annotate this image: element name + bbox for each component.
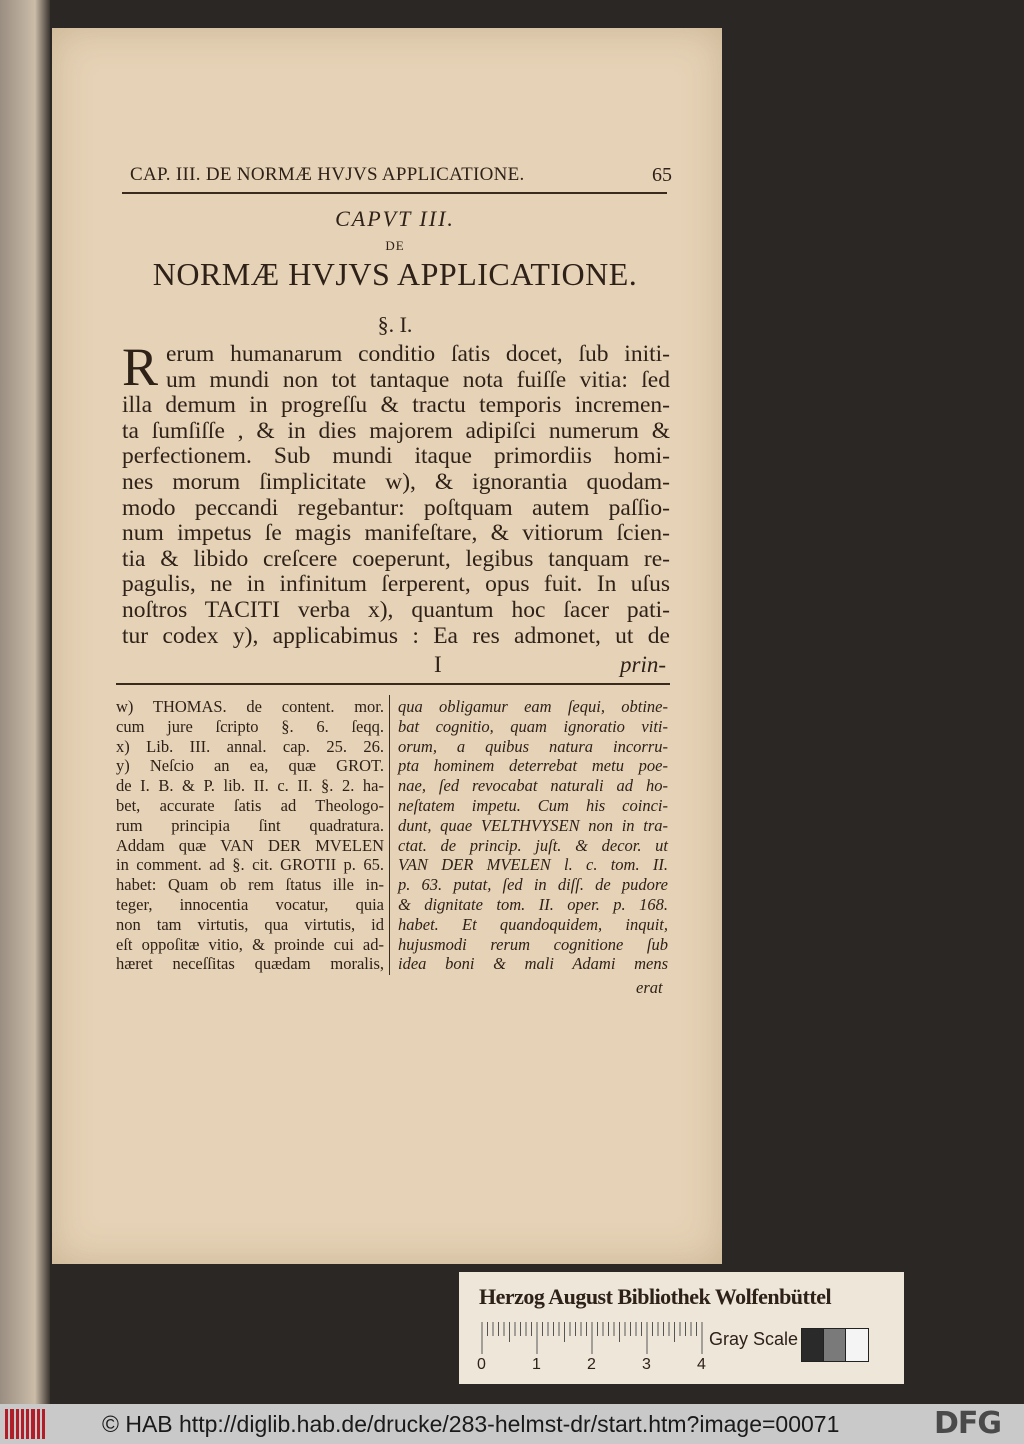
footnote-line: neſtatem impetu. Cum his coinci- [398,795,668,815]
copyright-url[interactable]: © HAB http://diglib.hab.de/drucke/283-helmst-dr/start.htm?image=00071 [102,1411,840,1437]
footnote-line: dunt, quae VELTHVYSEN non in tra- [398,815,668,835]
footnote-line: eſt oppoſitæ vitio, & proinde cui ad- [116,934,384,954]
footnote-line: cum jure ſcripto §. 6. ſeqq. [116,716,384,736]
gray-scale-label: Gray Scale [709,1329,799,1349]
ruler-number: 0 [477,1356,486,1373]
catchword: prin- [620,652,666,677]
footnote-line: idea boni & mali Adami mens [398,954,668,974]
running-head: CAP. III. DE NORMÆ HVJVS APPLICATIONE. [130,164,525,185]
footnote-line: de I. B. & P. lib. II. c. II. §. 2. ha- [116,776,384,796]
gray-swatch [845,1328,869,1362]
footnote-line: pta hominem deterrebat metu poe- [398,756,668,776]
footnotes-right [398,697,668,974]
body-line: modo peccandi regebantur: poſtquam autem paſſio- [122,494,670,521]
page-number: 65 [652,164,672,186]
dfg-logo: DFG [934,1406,1002,1441]
footnote-line: bet, accurate ſatis ad Theologo- [116,795,384,815]
footnote-line: bat cognitio, quam ignoratio viti- [398,716,668,736]
footnote-line: VAN DER MVELEN l. c. tom. II. [398,855,668,875]
footnote-line: p. 63. putat, ſed in diſſ. de pudore [398,875,668,895]
ruler-number: 4 [697,1356,706,1373]
body-text [122,337,670,649]
chapter-de: DE [385,238,405,253]
chapter-title: CAPVT III. [335,206,455,231]
body-line: illa demum in progreſſu & tractu temporis incremen- [122,392,670,419]
footnote-line: x) Lib. III. annal. cap. 25. 26. [116,736,384,756]
body-line: erum humanarum conditio ſatis docet, ſub initi- [166,341,670,367]
footnote-line: & dignitate tom. II. oper. p. 168. [398,894,668,914]
footnotes-left [116,697,384,974]
gray-swatch [823,1328,847,1362]
body-line: ta ſumſiſſe , & in dies majorem adipiſci numerum & [122,417,670,444]
ruler-number: 2 [587,1356,596,1373]
body-line: num impetus ſe magis manifeſtare, & vitiorum ſcien- [122,520,670,547]
footnote-line: w) THOMAS. de content. mor. [116,697,384,716]
footnote-line: Addam quæ VAN DER MVELEN [116,835,384,855]
footnote-line: in comment. ad §. cit. GROTII p. 65. [116,855,384,875]
footnote-line: qua obligamur eam ſequi, obtine- [398,697,668,716]
hab-logo-icon [5,1409,45,1439]
scale-card [459,1272,904,1384]
footnote-line: habet. Et quandoquidem, inquit, [398,914,668,934]
footnote-line: hæret neceſſitas quædam moralis, [116,954,384,974]
body-line: tur codex y), applicabimus : Ea res admonet, ut de [122,622,670,649]
gray-swatch [801,1328,825,1362]
body-line: tia & libido creſcere coeperunt, legibus tanquam re- [122,545,670,572]
section-mark: §. I. [377,312,413,337]
body-line: pagulis, ne in infinitum ſerperent, opus fuit. In uſus [122,571,670,598]
footnote-line: y) Neſcio an ea, quæ GROT. [116,756,384,776]
body-line: nes morum ſimplicitate w), & ignorantia quodam- [122,468,670,495]
ruler-icon [481,1322,711,1354]
ruler-number: 1 [532,1356,541,1373]
footnote-line: teger, innocentia vocatur, quia [116,894,384,914]
header-rule [122,192,667,194]
footnote-line: nae, ſed revocabat naturali ad ho- [398,776,668,796]
footnote-line: hujusmodi rerum cognitione ſub [398,934,668,954]
body-line: um mundi non tot tantaque nota fuiſſe vitia: ſed [166,366,670,393]
body-line: perfectionem. Sub mundi itaque primordiis homi- [122,443,670,470]
signature-mark: I [434,652,442,677]
footnote-line: habet: Quam ob rem ſtatus ille in- [116,875,384,895]
footer-bar [0,1404,1024,1444]
body-line: noſtros TACITI verba x), quantum hoc ſacer pati- [122,596,670,623]
ruler-number: 3 [642,1356,651,1373]
footnote-line: non tam virtutis, qua virtutis, id [116,914,384,934]
footnote-line: ctat. de princip. juſt. & decor. ut [398,835,668,855]
footnote-catchword: erat [636,978,663,997]
footnote-line: rum principia ſint quadratura. [116,815,384,835]
chapter-heading: NORMÆ HVJVS APPLICATIONE. [152,256,638,292]
footnote-line: orum, a quibus natura incorru- [398,736,668,756]
footnote-rule [116,683,670,685]
drop-cap: R [122,337,159,397]
library-name: Herzog August Bibliothek Wolfenbüttel [479,1284,832,1309]
footnote-column-rule [389,695,390,975]
